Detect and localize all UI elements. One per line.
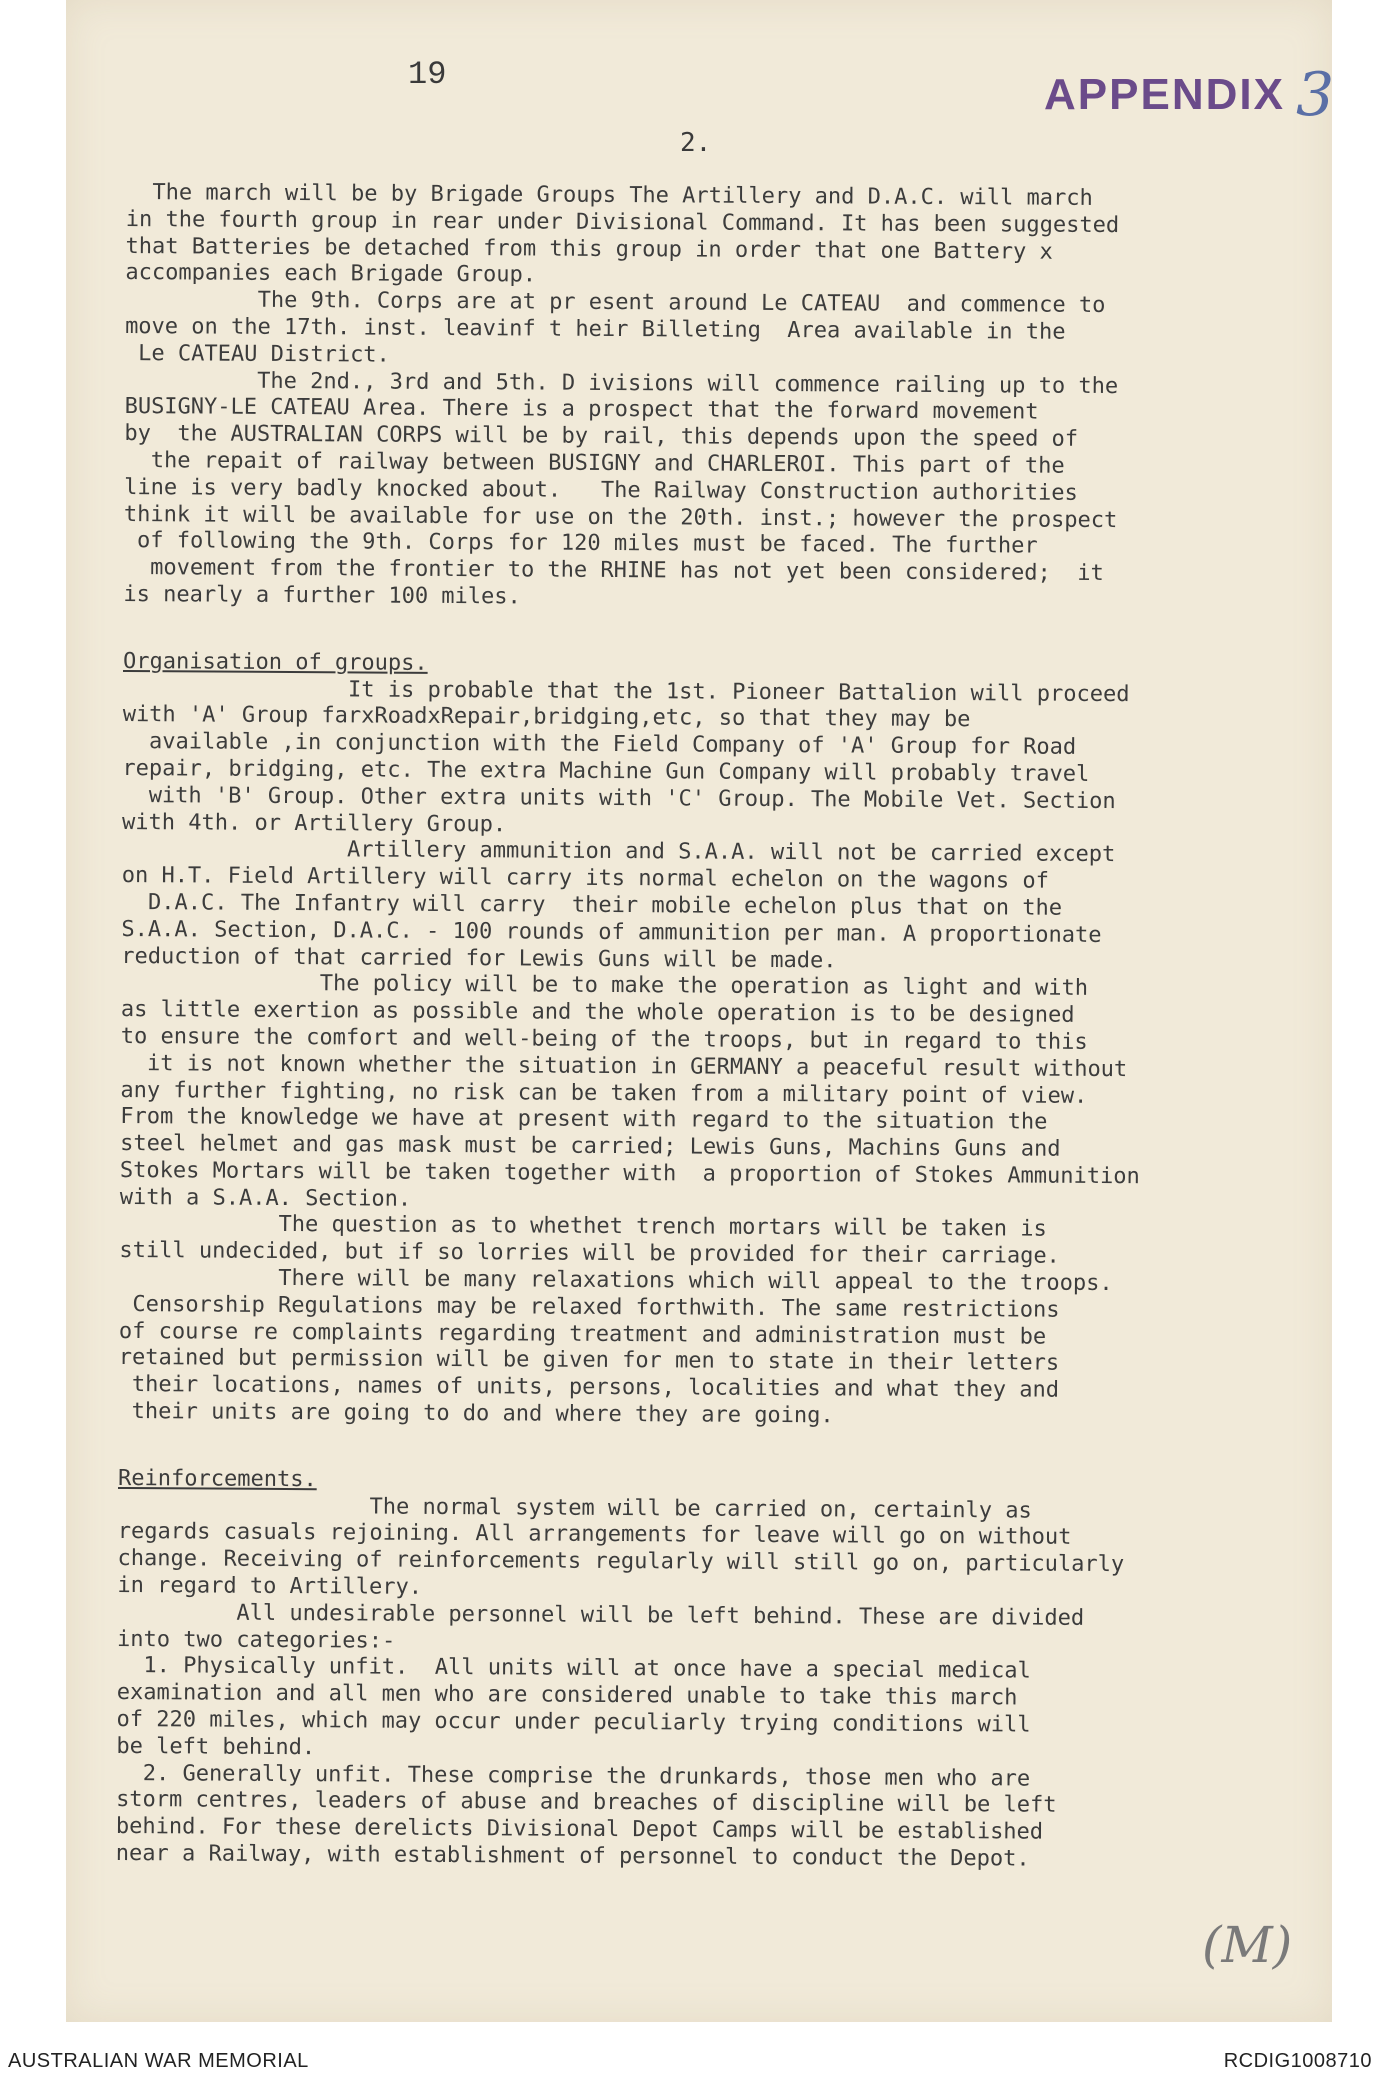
appendix-number: 3 xyxy=(1296,60,1335,130)
text-line: behind. For these derelicts Divisional Depot Camps will be established xyxy=(115,1814,1044,1845)
text-line: accompanies each Brigade Group. xyxy=(125,260,537,288)
text-line: D.A.C. The Infantry will carry their mobile echelon plus that on the xyxy=(121,889,1063,921)
text-line: repair, bridging, etc. The extra Machine Gun Company will probably travel xyxy=(122,755,1090,787)
text-line: The 9th. Corps are at pr esent around Le CATEAU and commence to xyxy=(125,287,1106,319)
text-line: in regard to Artillery. xyxy=(117,1573,423,1600)
text-line: Le CATEAU District. xyxy=(124,340,390,368)
text-line: still undecided, but if so lorries will be provided for their carriage. xyxy=(119,1238,1060,1270)
footer-source: AUSTRALIAN WAR MEMORIAL xyxy=(8,2050,309,2072)
text-line: with 4th. or Artillery Group. xyxy=(122,809,507,837)
text-line: of course re complaints regarding treatment and administration must be xyxy=(118,1318,1047,1350)
text-line: their units are going to do and where they are going. xyxy=(118,1399,834,1429)
document-body xyxy=(116,180,1276,1875)
text-line: BUSIGNY-LE CATEAU Area. There is a prospect that the forward movement xyxy=(124,394,1039,425)
section-heading-organisation: Organisation of groups. xyxy=(122,648,428,676)
footer-record-id: RCDIG1008710 xyxy=(1223,2050,1372,2072)
handwritten-initials: (M) xyxy=(1202,1916,1293,1974)
page-number: 19 xyxy=(408,56,447,93)
text-line: Artillery ammunition and S.A.A. will not be carried except xyxy=(121,836,1116,868)
text-line: There will be many relaxations which will appeal to the troops. xyxy=(119,1265,1113,1297)
text-line: with 'B' Group. Other extra units with 'C' Group. The Mobile Vet. Section xyxy=(122,782,1116,814)
text-line: into two categories:- xyxy=(117,1626,396,1654)
text-line: The policy will be to make the operation as light and with xyxy=(121,970,1089,1002)
text-line: The 2nd., 3rd and 5th. D ivisions will commence railing up to the xyxy=(124,367,1119,399)
text-line: think it will be available for use on the 20th. inst.; however the prospect xyxy=(123,501,1118,533)
text-line: retained but permission will be given for men to state in their letters xyxy=(118,1345,1060,1377)
text-line: regards casuals rejoining. All arrangements for leave will go on without xyxy=(117,1519,1072,1551)
reinforcements-section xyxy=(116,1493,1268,1875)
text-line: as little exertion as possible and the whole operation is to be designed xyxy=(120,997,1075,1028)
text-line: of 220 miles, which may occur under peculiarly trying conditions will xyxy=(116,1707,1031,1738)
text-line: move on the 17th. inst. leavinf t heir Billeting Area available in the xyxy=(125,313,1066,345)
text-line: available ,in conjunction with the Field Company of 'A' Group for Road xyxy=(122,729,1077,760)
text-line: The normal system will be carried on, certainly as xyxy=(117,1492,1032,1524)
text-line: is nearly a further 100 miles. xyxy=(123,581,521,610)
text-line: the repait of railway between BUSIGNY and CHARLEROI. This part of the xyxy=(124,447,1065,479)
text-line: to ensure the comfort and well-being of the troops, but in regard to this xyxy=(120,1023,1088,1055)
text-line: line is very badly knocked about. The Railway Construction authorities xyxy=(124,474,1078,506)
text-line: Censorship Regulations may be relaxed forthwith. The same restrictions xyxy=(119,1291,1060,1323)
appendix-stamp: APPENDIX xyxy=(1044,70,1285,119)
text-line: of following the 9th. Corps for 120 miles must be faced. The further xyxy=(123,528,1038,559)
text-line: All undesirable personnel will be left behind. These are divided xyxy=(117,1599,1085,1631)
text-line: near a Railway, with establishment of personnel to conduct the Depot. xyxy=(115,1840,1030,1872)
text-line: with 'A' Group farxRoadxRepair,bridging,etc, so that they may be xyxy=(122,702,971,733)
text-line: S.A.A. Section, D.A.C. - 100 rounds of ammunition per man. A proportionate xyxy=(121,916,1102,948)
text-line: it is not known whether the situation in GERMANY a peaceful result without xyxy=(120,1050,1128,1082)
section-heading-reinforcements: Reinforcements. xyxy=(117,1465,317,1493)
intro-paragraphs xyxy=(123,180,1276,616)
sheet-number: 2. xyxy=(680,128,712,158)
text-line: movement from the frontier to the RHINE has not yet been considered; it xyxy=(123,555,1104,587)
section-gap xyxy=(118,1426,1268,1473)
text-line: examination and all men who are considered unable to take this march xyxy=(116,1680,1018,1711)
text-line: by the AUSTRALIAN CORPS will be by rail, this depends upon the speed of xyxy=(124,421,1079,452)
section-gap xyxy=(123,609,1273,656)
text-line: reduction of that carried for Lewis Guns will be made. xyxy=(121,943,837,973)
text-line: From the knowledge we have at present with regard to the situation the xyxy=(120,1104,1048,1135)
text-line: any further fighting, no risk can be taken from a military point of view. xyxy=(120,1077,1088,1109)
text-line: in the fourth group in rear under Divisional Command. It has been suggested xyxy=(125,206,1120,238)
text-line: be left behind. xyxy=(116,1733,316,1761)
text-line: storm centres, leaders of abuse and breaches of discipline will be left xyxy=(116,1787,1057,1819)
text-line: steel helmet and gas mask must be carried; Lewis Guns, Machins Guns and xyxy=(120,1131,1061,1162)
text-line: The question as to whethet trench mortars will be taken is xyxy=(119,1211,1047,1243)
text-line: Stokes Mortars will be taken together with a proportion of Stokes Ammunition xyxy=(119,1157,1140,1190)
text-line: 1. Physically unfit. All units will at once have a special medical xyxy=(116,1653,1031,1684)
text-line: that Batteries be detached from this group in order that one Battery x xyxy=(125,233,1053,265)
text-line: The march will be by Brigade Groups The Artillery and D.A.C. will march xyxy=(125,180,1093,211)
text-line: with a S.A.A. Section. xyxy=(119,1184,412,1212)
text-line: their locations, names of units, persons, localities and what they and xyxy=(118,1372,1060,1403)
text-line: It is probable that the 1st. Pioneer Battalion will proceed xyxy=(122,675,1130,707)
text-line: change. Receiving of reinforcements regularly will still go on, particularly xyxy=(117,1546,1125,1578)
text-line: 2. Generally unfit. These comprise the drunkards, those men who are xyxy=(116,1760,1031,1792)
text-line: on H.T. Field Artillery will carry its normal echelon on the wagons of xyxy=(121,863,1049,894)
organisation-section xyxy=(118,676,1273,1433)
